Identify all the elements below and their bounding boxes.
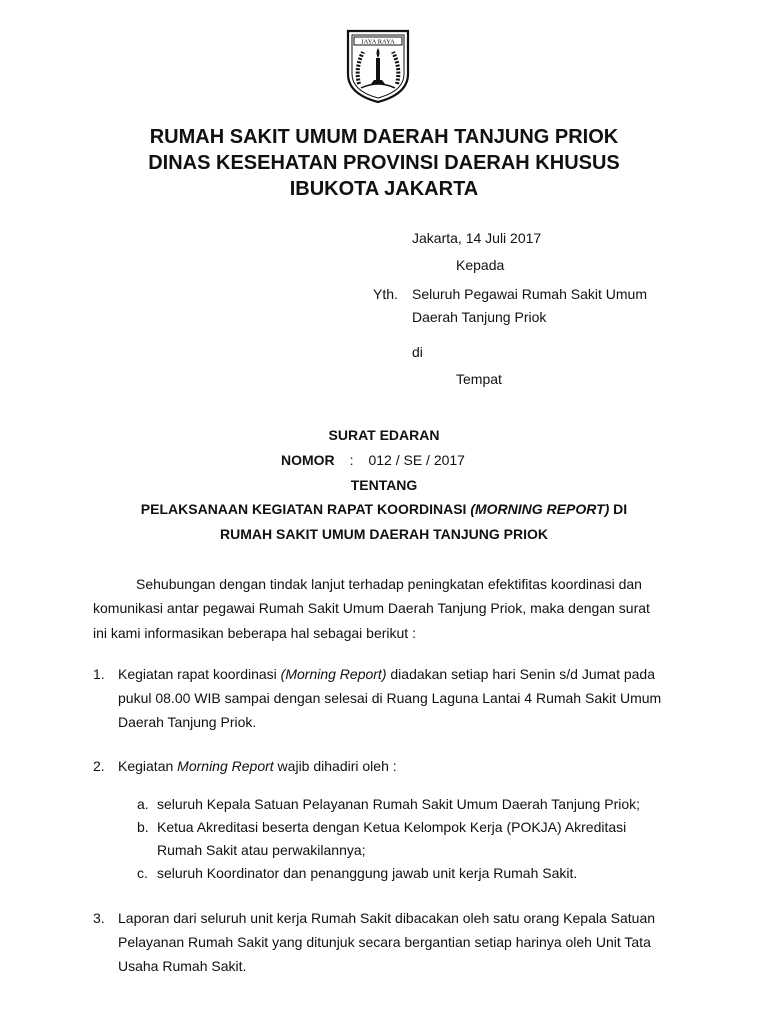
item-1-line-2: pukul 08.00 WIB sampai dengan selesai di Ruang Laguna Lantai 4 Rumah Sakit Umum [118, 690, 662, 706]
subject-morning-report: (MORNING REPORT) [470, 501, 610, 517]
jakarta-emblem-logo [345, 28, 411, 104]
nomor-value: 012 / SE / 2017 [368, 452, 465, 468]
recipient-line-1: Seluruh Pegawai Rumah Sakit Umum [412, 286, 647, 302]
yth-label: Yth. [373, 286, 398, 302]
subject-line-1-part-c: DI [609, 501, 628, 517]
kepada-label: Kepada [456, 257, 505, 273]
item-2-morning-report: Morning Report [177, 758, 274, 774]
item-2-line-1 [118, 754, 397, 779]
item-2-line-1-part-c: wajib dihadiri oleh : [273, 758, 397, 774]
subject-line-1-part-a: PELAKSANAAN KEGIATAN RAPAT KOORDINASI [140, 501, 471, 517]
sub-item-c-text: seluruh Koordinator dan penanggung jawab unit kerja Rumah Sakit. [157, 865, 578, 881]
header-line-3: IBUKOTA JAKARTA [289, 178, 479, 200]
intro-line-1: Sehubungan dengan tindak lanjut terhadap peningkatan efektifitas koordinasi dan [136, 576, 642, 592]
emblem-banner-text: JAYA RAYA [361, 38, 395, 46]
sub-item-a-label: a. [137, 796, 149, 812]
subject-line-2: RUMAH SAKIT UMUM DAERAH TANJUNG PRIOK [220, 526, 548, 542]
item-3-number: 3. [93, 910, 105, 926]
di-label: di [412, 344, 423, 360]
sub-item-a-text: seluruh Kepala Satuan Pelayanan Rumah Sakit Umum Daerah Tanjung Priok; [157, 796, 641, 812]
sub-item-b-label: b. [137, 819, 149, 835]
nomor-separator: : [349, 452, 354, 468]
item-1-line-1 [118, 662, 655, 687]
nomor-label: NOMOR [281, 452, 335, 468]
item-1-line-3: Daerah Tanjung Priok. [118, 714, 257, 730]
item-3-line-3: Usaha Rumah Sakit. [118, 958, 247, 974]
sub-item-b-text-1: Ketua Akreditasi beserta dengan Ketua Kelompok Kerja (POKJA) Akreditasi [157, 819, 627, 835]
header-line-2: DINAS KESEHATAN PROVINSI DAERAH KHUSUS [148, 152, 620, 174]
item-2-line-1-part-a: Kegiatan [118, 758, 178, 774]
subject-line-1 [0, 500, 768, 518]
surat-edaran-title: SURAT EDARAN [328, 427, 440, 443]
intro-line-2: komunikasi antar pegawai Rumah Sakit Umum Daerah Tanjung Priok, maka dengan surat [93, 600, 650, 616]
recipient-line-2: Daerah Tanjung Priok [412, 309, 547, 325]
item-2-number: 2. [93, 758, 105, 774]
nomor-row [281, 451, 465, 469]
item-1-line-1-part-a: Kegiatan rapat koordinasi [118, 666, 281, 682]
item-1-morning-report: (Morning Report) [280, 666, 387, 682]
item-1-line-1-part-c: diadakan setiap hari Senin s/d Jumat pada [386, 666, 656, 682]
header-line-1: RUMAH SAKIT UMUM DAERAH TANJUNG PRIOK [149, 126, 619, 148]
tentang-label: TENTANG [350, 477, 418, 493]
item-1-number: 1. [93, 666, 105, 682]
tempat-label: Tempat [456, 371, 502, 387]
sub-item-b-text-2: Rumah Sakit atau perwakilannya; [157, 842, 366, 858]
item-3-line-2: Pelayanan Rumah Sakit yang ditunjuk secara bergantian setiap harinya oleh Unit Tata [118, 934, 651, 950]
intro-line-3: ini kami informasikan beberapa hal sebagai berikut : [93, 625, 416, 641]
sub-item-c-label: c. [137, 865, 148, 881]
letter-date: Jakarta, 14 Juli 2017 [412, 230, 542, 246]
item-3-line-1: Laporan dari seluruh unit kerja Rumah Sakit dibacakan oleh satu orang Kepala Satuan [118, 910, 656, 926]
